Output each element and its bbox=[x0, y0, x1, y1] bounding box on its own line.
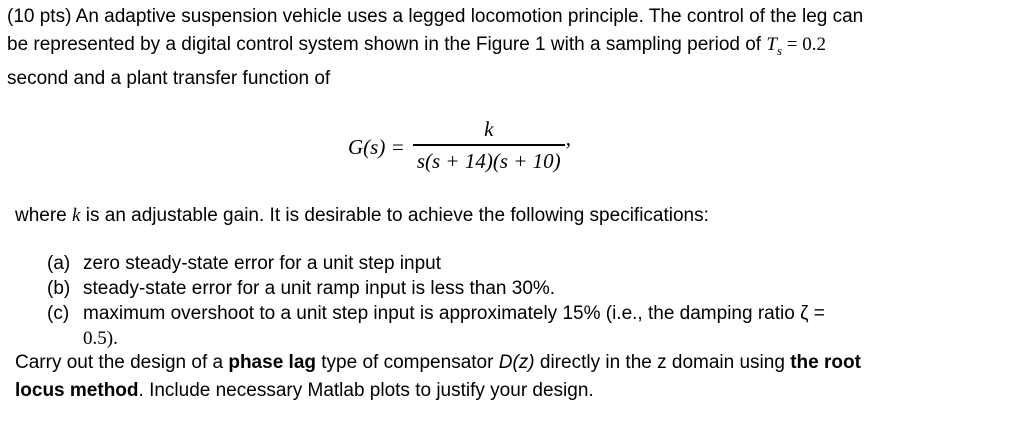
equation-denominator: s(s + 14)(s + 10) bbox=[416, 148, 561, 173]
transfer-function-equation bbox=[348, 110, 571, 180]
closing-text-3: directly in the z domain using bbox=[534, 352, 791, 373]
sampling-period-subscript: s bbox=[776, 42, 782, 58]
where-suffix: is an adjustable gain. It is desirable to achieve the following specifications: bbox=[80, 205, 709, 226]
equation-trailing-comma: , bbox=[565, 126, 571, 150]
closing-line-1 bbox=[15, 349, 1015, 377]
intro-line-2 bbox=[7, 31, 1012, 65]
where-prefix: where bbox=[15, 205, 73, 226]
spec-item-b bbox=[47, 276, 947, 301]
phase-lag-emphasis: phase lag bbox=[228, 352, 316, 373]
equation-numerator: k bbox=[484, 117, 494, 142]
spec-item-c-continuation: 0.5). bbox=[83, 328, 118, 349]
sampling-period-value: = 0.2 bbox=[782, 34, 826, 55]
gain-variable: k bbox=[72, 205, 81, 226]
spec-text: maximum overshoot to a unit step input is approximately 15% (i.e., the damping ratio ζ = bbox=[83, 303, 825, 324]
spec-label: (c) bbox=[47, 303, 70, 324]
sampling-period-symbol: T bbox=[766, 34, 777, 55]
spec-item-c bbox=[47, 301, 947, 326]
specifications-list bbox=[47, 251, 947, 351]
closing-text-4: . Include necessary Matlab plots to justify your design. bbox=[138, 380, 594, 401]
intro-line-1: (10 pts) An adaptive suspension vehicle uses a legged locomotion principle. The control of the leg can bbox=[7, 6, 864, 27]
closing-line-2 bbox=[15, 377, 1015, 405]
compensator-symbol: D(z) bbox=[498, 352, 535, 373]
spec-text: zero steady-state error for a unit step input bbox=[83, 253, 442, 274]
root-locus-emphasis-1: the root bbox=[790, 352, 861, 373]
spec-text: steady-state error for a unit ramp input is less than 30%. bbox=[83, 278, 556, 299]
intro-line-2-text: be represented by a digital control system shown in the Figure 1 with a sampling period of bbox=[7, 34, 767, 55]
problem-intro bbox=[7, 3, 1012, 93]
design-instructions bbox=[15, 349, 1015, 405]
equation-lhs: G(s) = bbox=[348, 135, 405, 159]
root-locus-emphasis-2: locus method bbox=[15, 380, 139, 401]
equation-fraction bbox=[413, 116, 565, 173]
closing-text-2: type of compensator bbox=[316, 352, 499, 373]
spec-item-a bbox=[47, 251, 947, 276]
spec-label: (b) bbox=[47, 278, 71, 299]
spec-label: (a) bbox=[47, 253, 71, 274]
intro-line-3: second and a plant transfer function of bbox=[7, 67, 331, 89]
where-line bbox=[15, 202, 709, 230]
closing-text-1: Carry out the design of a bbox=[15, 352, 229, 373]
